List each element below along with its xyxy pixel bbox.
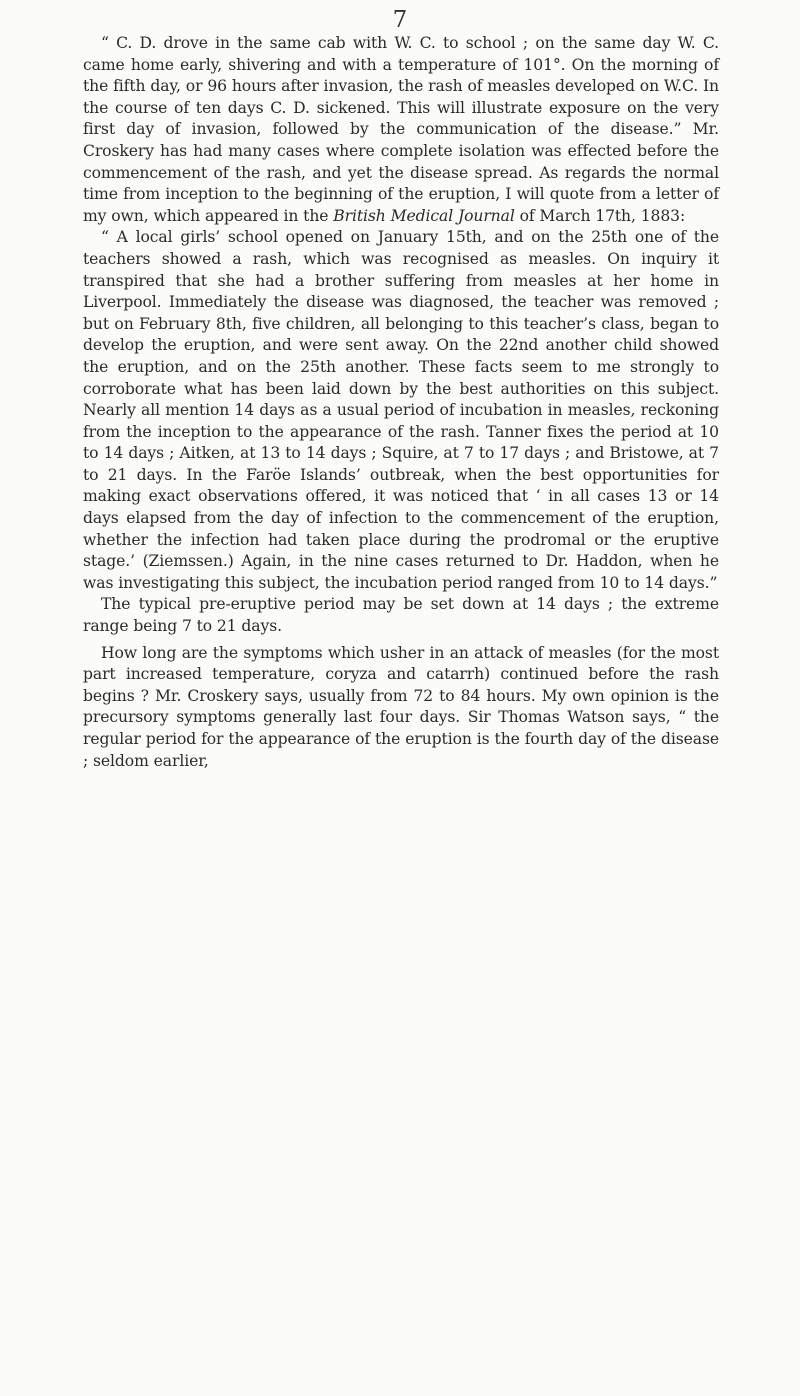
- paragraph-pre-eruptive: The typical pre-eruptive period may be set down at 14 days ; the extreme range being 7 to 21 days.: [83, 595, 719, 636]
- paragraph-text-end: of March 17th, 1883:: [514, 206, 686, 225]
- journal-title: British Medical Journal: [333, 206, 515, 225]
- page-number: 7: [392, 7, 408, 33]
- paragraph-quote-cab: [83, 33, 719, 227]
- paragraph-symptoms: How long are the symptoms which usher in an attack of measles (for the most part increased temperature, coryza and catarrh) continued before the rash begins ? Mr. Croskery says, usually from 72 to 84 hours. My own opinion is the precursory symptoms generally last four days. Sir Thomas Watson says, “ the regular period for the appearance of the eruption is the fourth day of the disease ; seldom earlier,: [83, 643, 719, 770]
- paragraph-text: “ C. D. drove in the same cab with W. C. to school ; on the same day W. C. came home early, shivering and with a temperature of 101°. On the morning of the fifth day, or 96 hours after invasion, the rash of measles developed on W.C. In the course of ten days C. D. sickened. This will illustrate exposure on the very first day of invasion, followed by the communication of the disease.” Mr. Croskery has had many cases where complete isolation was effected before the commencement of the rash, and yet the disease spread. As regards the normal time from inception to the beginning of the eruption, I will quote from a letter of my own, which appeared in the: [83, 34, 719, 225]
- paragraph-quote-school: “ A local girls’ school opened on January 15th, and on the 25th one of the teachers showed a rash, which was recognised as measles. On inquiry it transpired that she had a brother suffering from measles at her home in Liverpool. Immediately the disease was diagnosed, the teacher was removed ; but on February 8th, five children, all belonging to this teacher’s class, began to develop the eruption, and were sent away. On the 22nd another child showed the eruption, and on the 25th another. These facts seem to me strongly to corroborate what has been laid down by the best authorities on this subject. Nearly all mention 14 days as a usual period of incubation in measles, reckoning from the inception to the appearance of the rash. Tanner fixes the period at 10 to 14 days ; Aitken, at 13 to 14 days ; Squire, at 7 to 17 days ; and Bristowe, at 7 to 21 days. In the Faröe Islands’ outbreak, when the best opportunities for making exact observations offered, it was noticed that ‘ in all cases 13 or 14 days elapsed from the day of infection to the commencement of the eruption, whether the infection had taken place during the prodromal or the eruptive stage.’ (Ziemssen.) Again, in the nine cases returned to Dr. Haddon, when he was investigating this subject, the incubation period ranged from 10 to 14 days.”: [83, 228, 719, 592]
- body-text: [83, 33, 719, 772]
